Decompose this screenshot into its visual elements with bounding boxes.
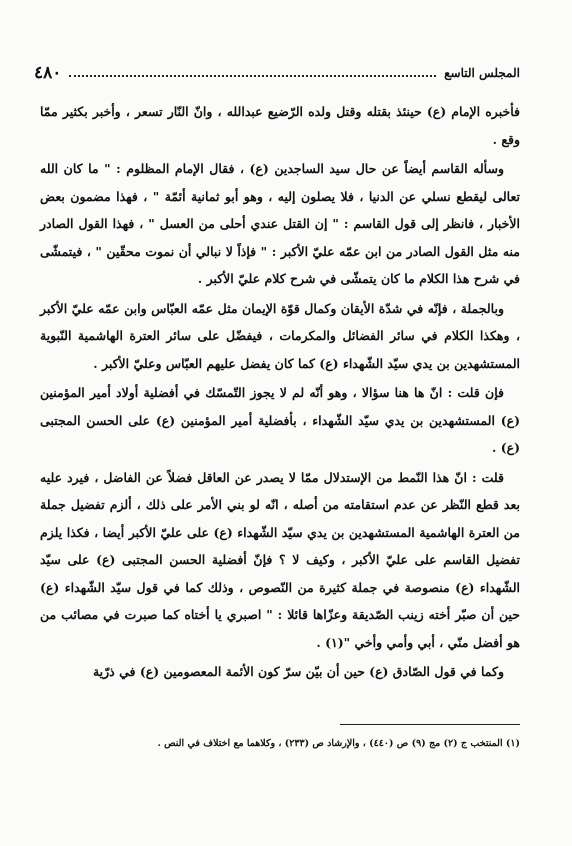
paragraph: فأخبره الإمام (ع) حينئذ بقتله وقتل ولده الرّضيع عبدالله ، وانّ النّار تسعر ، وأخبر بكثير ممّا وقع . xyxy=(40,104,520,147)
footnote-separator xyxy=(340,724,520,725)
main-text xyxy=(40,98,520,688)
section-title: المجلس التاسع xyxy=(444,66,520,80)
paragraph: قلت : انّ هذا النّمط من الإستدلال ممّا لا يصدر عن العاقل فضلاً عن الفاضل ، فيرد عليه بعد قطع النّظر عن عدم استقامته من أصله ، انّه لو بني الأمر على ذلك ، ألزم تفضيل جملة من العترة الهاشمية المستشهدين بن يدي سيّد الشّهداء (ع) على عليّ الأكبر أيضا ، فكذا يلزم تفضيل القاسم على عليّ الأكبر ، وكيف لا ؟ فإنّ أفضلية الحسن المجتبى (ع) على سيّد الشّهداء (ع) منصوصة في جملة كثيرة من النّصوص ، وذلك كما في قول سيّد الشّهداء (ع) حين أن صبّر أخته زينب الصّديقة وعزّاها قائلا : " اصبري يا أختاه كما صبرت في مصائب من هو أفضل منّي ، أبي وأمي وأخي "(١) . xyxy=(40,469,520,650)
header-dotted-leader xyxy=(69,75,436,77)
paragraph: وكما في قول الصّادق (ع) حين أن بيّن سرّ كون الأئمة المعصومين (ع) في ذرّية xyxy=(92,664,504,679)
footnote: (١) المنتخب ج (٢) مج (٩) ص (٤٤٠) ، والإرشاد ص (٢٣٣) ، وكلاهما مع اختلاف في النص . xyxy=(157,738,520,749)
page-number: ٤٨٠ xyxy=(34,63,62,83)
running-header xyxy=(34,62,520,84)
paragraph: فإن قلت : انّ ها هنا سؤالا ، وهو أنّه لم لا يجوز التّمسّك في أفضلية أولاد أمير المؤمنين (ع) المستشهدين بن يدي سيّد الشّهداء ، بأفضلية أمير المؤمنين (ع) على الحسن المجتبى (ع) . xyxy=(40,385,520,455)
paragraph: وسأله القاسم أيضاً عن حال سيد الساجدين (ع) ، فقال الإمام المظلوم : " ما كان الله تعالى ليقطع نسلي عن الدنيا ، فلا يصلون إليه ، وهو أبو ثمانية أئمّة " ، فهذا مضمون بعض الأخبار ، فانظر إلى قول القاسم : " إن القتل عندي أحلى من العسل " ، فهذا القول الصادر منه مثل القول الصادر من ابن عمّه عليّ الأكبر : " فإذاً لا نبالي أن نموت محقّين " ، فيتمشّى في شرح هذا الكلام ما كان يتمشّى في شرح كلام عليّ الأكبر . xyxy=(40,161,520,286)
paragraph: وبالجملة ، فإنّه في شدّة الأيقان وكمال قوّة الإيمان مثل عمّه العبّاس وابن عمّه عليّ الأكبر ، وهكذا الكلام في سائر الفضائل والمكرمات ، فيفضّل على سائر العترة الهاشمية النّبوية المستشهدين بن يدي سيّد الشّهداء (ع) كما كان يفضل عليهم العبّاس وعليّ الأكبر . xyxy=(40,300,520,371)
